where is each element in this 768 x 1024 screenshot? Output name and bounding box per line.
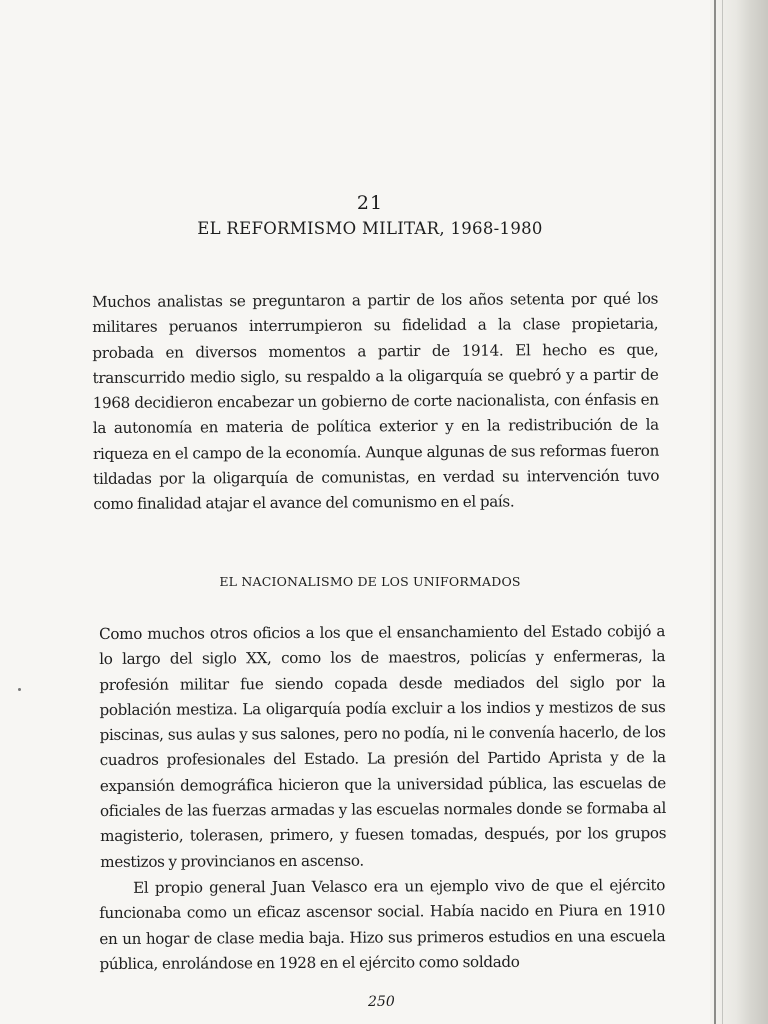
chapter-title: EL REFORMISMO MILITAR, 1968-1980 [197,219,543,238]
binding-edge-secondary [722,0,723,1024]
binding-edge [714,0,716,1024]
body-paragraph-2: El propio general Juan Velasco era un ejemplo vivo de que el ejército funcionaba como un eficaz ascensor social. Había nacido en Piura en 1910 en un hogar de clase media baja. Hizo sus primeros estudios en una escuela pública, enrolándose en 1928 en el ejército como soldado [99,876,666,973]
section-heading: EL NACIONALISMO DE LOS UNIFORMADOS [219,574,521,589]
scan-speck [18,688,21,691]
chapter-number: 21 [356,192,384,214]
intro-paragraph: Muchos analistas se preguntaron a partir de los años setenta por qué los militares peruanos interrumpieron su fidelidad a la clase propietaria, probada en diversos momentos a partir de 1914. El hecho es que, transcurrido medio siglo, su respaldo a la oligarquía se quebró y a partir de 1968 decidieron encabezar un gobierno de corte nacionalista, con énfasis en la autonomía en materia de política exterior y en la redistribución de la riqueza en el campo de la economía. Aunque algunas de sus reformas fueron tildadas por la oligarquía de comunistas, en verdad su intervención tuvo como finalidad atajar el avance del comunismo en el país. [92,289,660,514]
body-paragraph-1: Como muchos otros oficios a los que el ensanchamiento del Estado cobijó a lo largo del siglo XX, como los de maestros, policías y enfermeras, la profesión militar fue siendo copada desde mediados del siglo por la población mestiza. La oligarquía podía excluir a los indios y mestizos de sus piscinas, sus aulas y sus salones, pero no podía, ni le convenía hacerlo, de los cuadros profesionales del Estado. La presión del Partido Aprista y de la expansión demográfica hicieron que la universidad pública, las escuelas de oficiales de las fuerzas armadas y las escuelas normales donde se formaba al magisterio, tolerasen, primero, y fuesen tomadas, después, por los grupos mestizos y provincianos en ascenso. [99,622,667,871]
page-number: 250 [368,994,395,1010]
page-gutter-shadow [710,0,768,1024]
